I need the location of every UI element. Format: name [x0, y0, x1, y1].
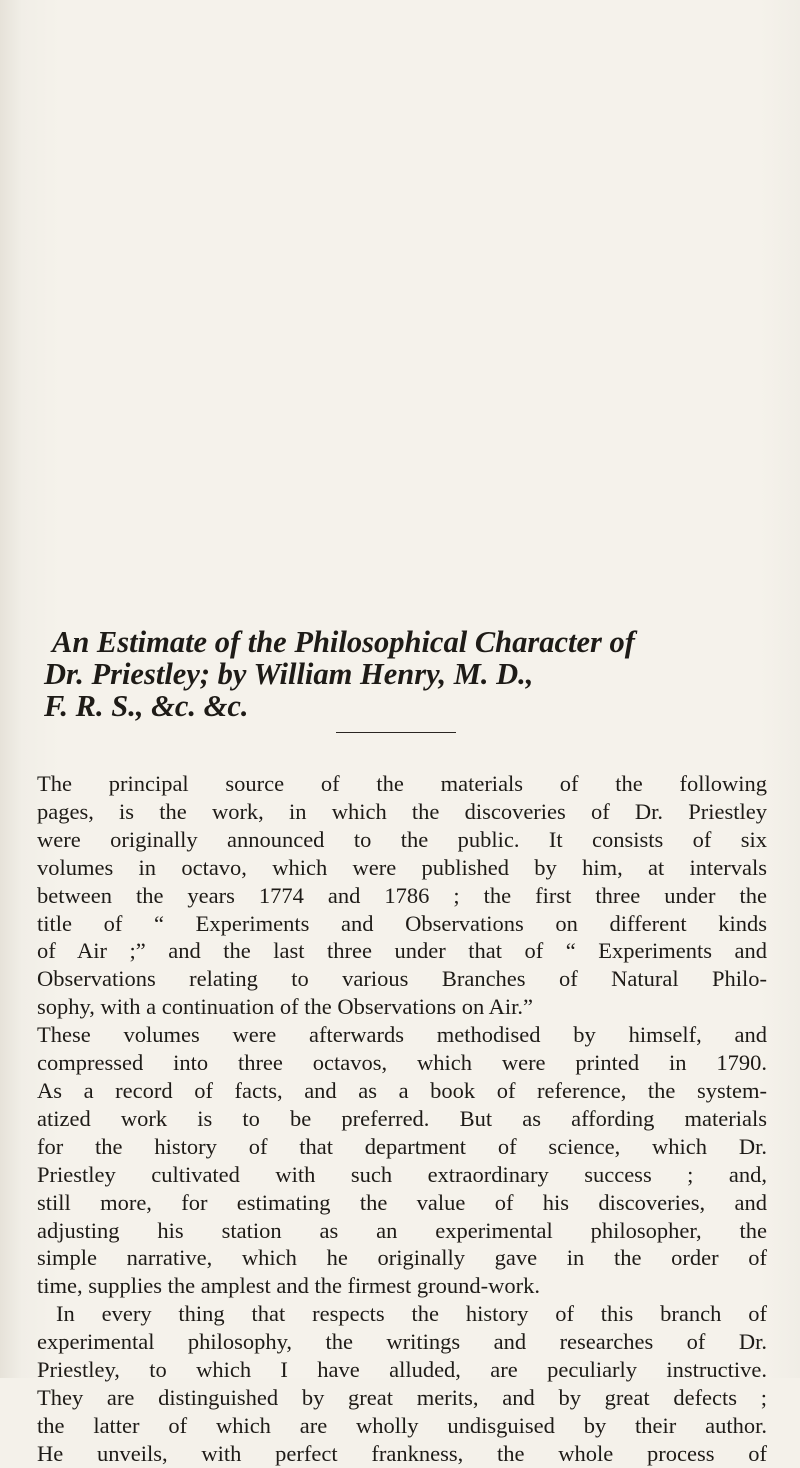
text-line: They are distinguished by great merits, and by great defects ; — [37, 1384, 767, 1410]
body-text — [37, 770, 767, 1468]
text-line: for the history of that department of science, which Dr. — [37, 1133, 767, 1159]
text-line: title of “ Experiments and Observations on different kinds — [37, 910, 767, 936]
text-line: The principal source of the materials of the following — [37, 771, 767, 796]
text-line: compressed into three octavos, which were printed in 1790. — [37, 1050, 767, 1076]
text-line: adjusting his station as an experimental philosopher, the — [37, 1217, 767, 1243]
text-line: between the years 1774 and 1786 ; the first three under the — [37, 882, 767, 908]
text-line: Priestley, to which I have alluded, are peculiarly instructive. — [37, 1357, 767, 1383]
paragraph-1 — [37, 770, 767, 1300]
text-line: of Air ;” and the last three under that of “ Experiments and — [37, 938, 767, 964]
heading-line-1: An Estimate of the Philosophical Character of — [52, 625, 635, 659]
text-line: experimental philosophy, the writings and researches of Dr. — [37, 1329, 767, 1355]
text-line: These volumes were afterwards methodised by himself, and — [37, 1022, 767, 1048]
section-divider — [336, 732, 456, 733]
text-line: sophy, with a continuation of the Observations on Air.” — [37, 994, 533, 1020]
text-line: the latter of which are wholly undisguised by their author. — [37, 1412, 767, 1438]
text-line: simple narrative, which he originally gave in the order of — [37, 1245, 767, 1271]
text-line: He unveils, with perfect frankness, the whole process of — [37, 1440, 767, 1466]
text-line: Observations relating to various Branches of Natural Philo- — [37, 966, 767, 992]
text-line: still more, for estimating the value of his discoveries, and — [37, 1189, 767, 1215]
text-line: In every thing that respects the history of this branch of — [56, 1301, 767, 1327]
text-line: volumes in octavo, which were published by him, at intervals — [37, 854, 767, 880]
heading-line-3: F. R. S., &c. &c. — [44, 689, 249, 723]
article-heading — [30, 626, 770, 722]
text-line: atized work is to be preferred. But as affording materials — [37, 1105, 767, 1131]
text-line: As a record of facts, and as a book of reference, the system- — [37, 1077, 767, 1103]
text-line: were originally announced to the public. It consists of six — [37, 826, 767, 852]
heading-line-2: Dr. Priestley; by William Henry, M. D., — [44, 657, 534, 691]
paragraph-2 — [37, 1300, 767, 1467]
text-line: pages, is the work, in which the discoveries of Dr. Priestley — [37, 798, 767, 824]
text-line: time, supplies the amplest and the firmest ground-work. — [37, 1273, 541, 1299]
text-line: Priestley cultivated with such extraordinary success ; and, — [37, 1161, 767, 1187]
